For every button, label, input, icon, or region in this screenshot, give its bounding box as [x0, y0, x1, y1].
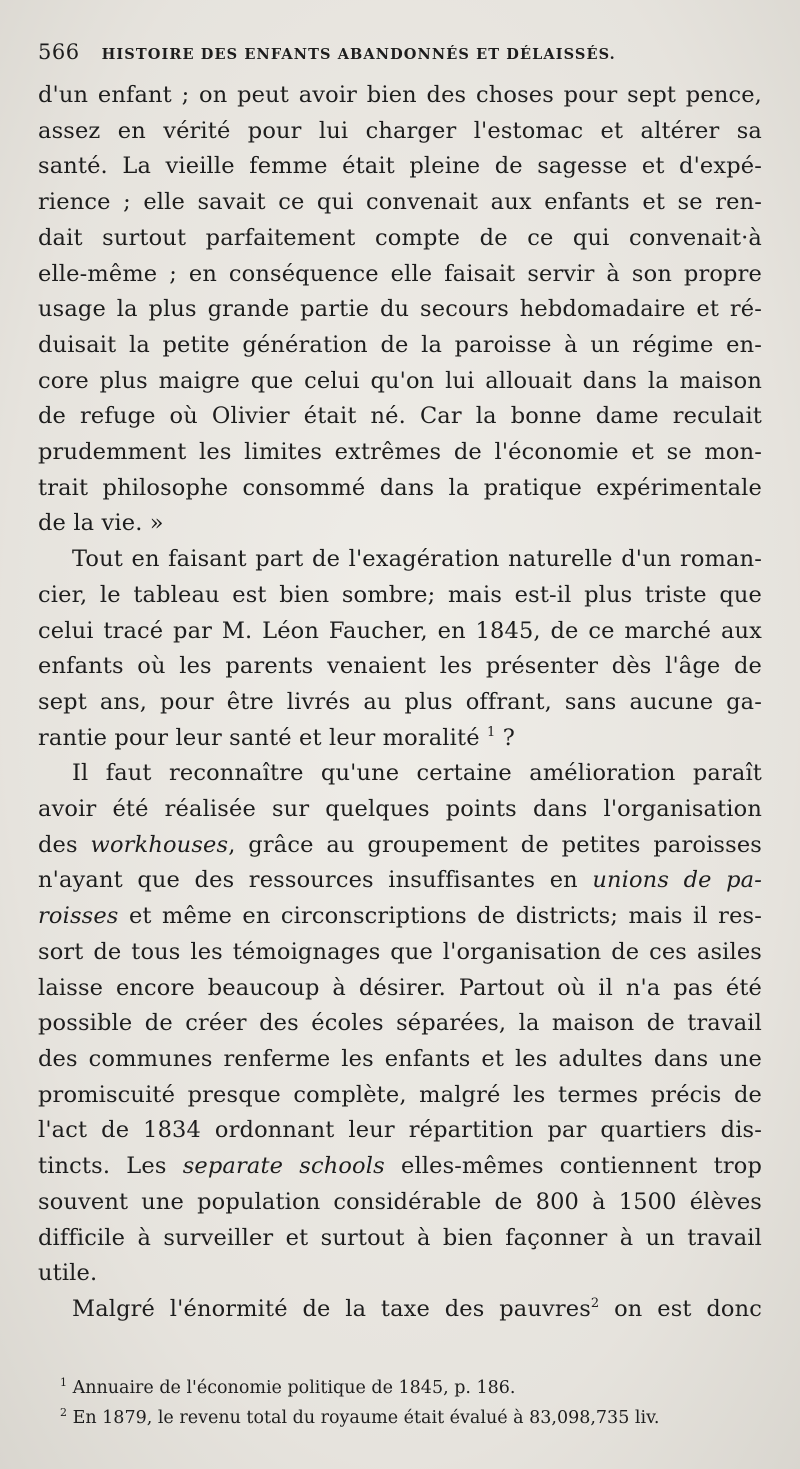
footnote-text: Annuaire de l'économie politique de 1845, p. 186. — [67, 1378, 516, 1398]
footnote-ref-1: 1 — [486, 724, 496, 740]
text-line: laisse encore beaucoup à désirer. Partout où il n'a pas été — [38, 974, 762, 1001]
page-number: 566 — [38, 40, 80, 64]
text-line — [38, 1292, 762, 1328]
line-text: rantie pour leur santé et leur moralité — [38, 724, 480, 751]
text-line: enfants où les parents venaient les présenter dès l'âge de — [38, 653, 762, 680]
running-title: HISTOIRE DES ENFANTS ABANDONNÉS ET DÉLAISSÉS. — [101, 46, 616, 63]
footnote-mark: 1 — [60, 1376, 67, 1389]
text-line: promiscuité presque complète, malgré les termes précis de — [38, 1081, 762, 1108]
footnote-text: En 1879, le revenu total du royaume était évalué à 83,098,735 liv. — [67, 1408, 660, 1428]
line-text: elles-mêmes contiennent trop — [384, 1153, 762, 1180]
text-line — [38, 899, 762, 935]
paragraph-4 — [38, 1292, 762, 1328]
text-line: de la vie. » — [38, 510, 164, 537]
text-line: dait surtout parfaitement compte de ce qui convenait·à — [38, 224, 762, 251]
line-tail: ? — [495, 724, 515, 751]
line-text: , grâce au groupement de petites paroisses — [228, 831, 762, 858]
paragraph-3 — [38, 756, 762, 1292]
text-line: souvent une population considérable de 800 à 1500 élèves — [38, 1188, 762, 1215]
text-line: possible de créer des écoles séparées, la maison de travail — [38, 1010, 762, 1037]
line-text: des — [38, 831, 91, 858]
body-text — [38, 78, 762, 1328]
text-line: santé. La vieille femme était pleine de sagesse et d'expé- — [38, 153, 762, 180]
italic-term-unions: unions de pa- — [592, 867, 762, 894]
text-line: cier, le tableau est bien sombre; mais est-il plus triste que — [38, 581, 762, 608]
footnotes — [60, 1373, 760, 1433]
text-line: elle-même ; en conséquence elle faisait servir à son propre — [38, 260, 762, 287]
footnote-mark: 2 — [60, 1406, 67, 1419]
text-line: utile. — [38, 1260, 98, 1287]
italic-term-workhouses: workhouses — [90, 831, 229, 858]
text-line: duisait la petite génération de la paroisse à un régime en- — [38, 331, 762, 358]
paragraph-2 — [38, 542, 762, 756]
line-text: tincts. Les — [38, 1153, 183, 1180]
text-line: d'un enfant ; on peut avoir bien des choses pour sept pence, — [38, 82, 762, 108]
text-line: core plus maigre que celui qu'on lui allouait dans la maison — [38, 367, 762, 394]
footnote-2 — [60, 1403, 760, 1433]
text-line — [38, 828, 762, 864]
text-line: trait philosophe consommé dans la pratique expérimentale — [38, 474, 762, 501]
text-line — [38, 1149, 762, 1185]
italic-term-roisses: roisses — [38, 903, 119, 930]
line-text: n'ayant que des ressources insuffisantes en — [38, 867, 593, 894]
text-line — [38, 721, 762, 757]
text-line: prudemment les limites extrêmes de l'économie et se mon- — [38, 439, 762, 466]
text-line: usage la plus grande partie du secours hebdomadaire et ré- — [38, 296, 762, 323]
footnote-1 — [60, 1373, 760, 1403]
paragraph-1 — [38, 78, 762, 542]
text-line: l'act de 1834 ordonnant leur répartition par quartiers dis- — [38, 1117, 762, 1144]
text-line: Il faut reconnaître qu'une certaine amélioration paraît — [72, 760, 762, 787]
text-line: des communes renferme les enfants et les adultes dans une — [38, 1045, 762, 1072]
text-line — [38, 863, 762, 899]
line-text: on est donc — [599, 1295, 762, 1322]
text-line: assez en vérité pour lui charger l'estomac et altérer sa — [38, 117, 762, 144]
text-line: Tout en faisant part de l'exagération naturelle d'un roman- — [72, 546, 762, 573]
text-line: difficile à surveiller et surtout à bien façonner à un travail — [38, 1224, 762, 1251]
text-line: rience ; elle savait ce qui convenait aux enfants et se ren- — [38, 189, 762, 216]
text-line: sort de tous les témoignages que l'organisation de ces asiles — [38, 938, 762, 965]
text-line: de refuge où Olivier était né. Car la bonne dame reculait — [38, 403, 762, 430]
italic-term-separate-schools: separate schools — [182, 1153, 385, 1180]
footnote-ref-2: 2 — [590, 1295, 600, 1311]
text-line: sept ans, pour être livrés au plus offrant, sans aucune ga- — [38, 688, 762, 715]
line-text: et même en circonscriptions de districts; mais il res- — [118, 903, 762, 930]
line-text: Malgré l'énormité de la taxe des pauvres — [72, 1295, 591, 1322]
page-header — [38, 40, 758, 74]
text-line: celui tracé par M. Léon Faucher, en 1845, de ce marché aux — [38, 617, 762, 644]
text-line: avoir été réalisée sur quelques points dans l'organisation — [38, 796, 762, 823]
